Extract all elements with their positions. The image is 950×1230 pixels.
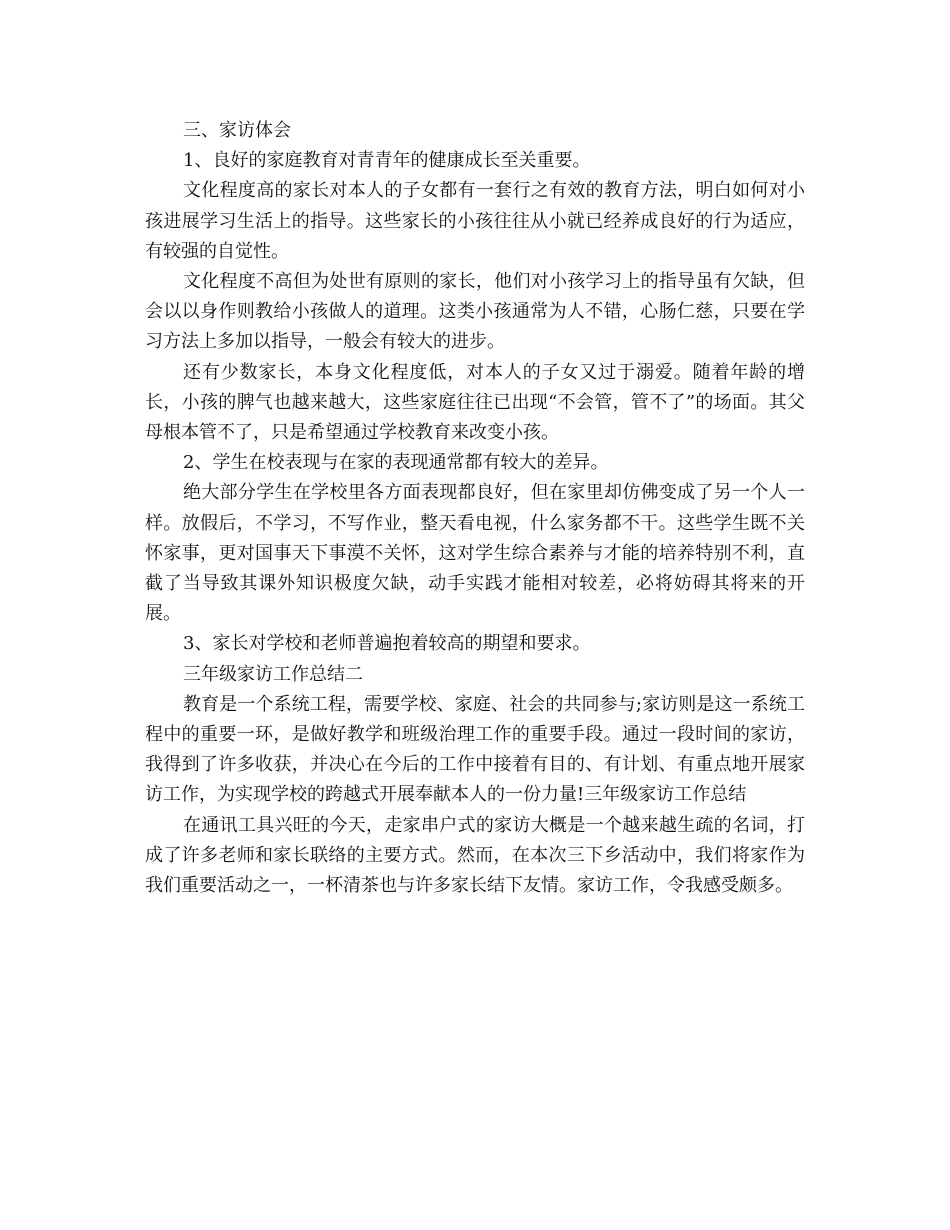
body-paragraph: 还有少数家长，本身文化程度低，对本人的子女又过于溺爱。随着年龄的增长，小孩的脾气也越来越大，这些家庭往往已出现“不会管，管不了”的场面。其父母根本管不了，只是希望通过学校教育来改变小孩。: [145, 361, 805, 444]
body-paragraph: 文化程度高的家长对本人的子女都有一套行之有效的教育方法，明白如何对小孩进展学习生活上的指导。这些家长的小孩往往从小就已经养成良好的行为适应，有较强的自觉性。: [145, 180, 805, 262]
body-paragraph: 教育是一个系统工程，需要学校、家庭、社会的共同参与;家访则是这一系统工程中的重要一环，是做好教学和班级治理工作的重要手段。通过一段时间的家访，我得到了许多收获，并决心在今后的工作中接着有目的、有计划、有重点地开展家访工作，为实现学校的跨越式开展奉献本人的一份力量!三年级家访工作总结: [145, 693, 805, 806]
section-heading: 三、家访体会: [183, 120, 291, 141]
point-heading-1: 1、良好的家庭教育对青青年的健康成长至关重要。: [183, 150, 591, 172]
body-paragraph: 在通讯工具兴旺的今天，走家串户式的家访大概是一个越来越生疏的名词，打成了许多老师和家长联络的主要方式。然而，在本次三下乡活动中，我们将家作为我们重要活动之一，一杯清茶也与许多家长结下友情。家访工作，令我感受颇多。: [145, 814, 805, 897]
body-paragraph: 绝大部分学生在学校里各方面表现都良好，但在家里却仿佛变成了另一个人一样。放假后，不学习，不写作业，整天看电视，什么家务都不干。这些学生既不关怀家事，更对国事天下事漠不关怀，这对学生综合素养与才能的培养特别不利，直截了当导致其课外知识极度欠缺，动手实践才能相对较差，必将妨碍其将来的开展。: [145, 482, 805, 625]
article-subtitle: 三年级家访工作总结二: [183, 663, 363, 685]
body-paragraph: 文化程度不高但为处世有原则的家长，他们对小孩学习上的指导虽有欠缺，但会以以身作则教给小孩做人的道理。这类小孩通常为人不错，心肠仁慈，只要在学习方法上多加以指导，一般会有较大的进步。: [145, 271, 805, 353]
document-body: [145, 116, 805, 901]
point-heading-3: 3、家长对学校和老师普遍抱着较高的期望和要求。: [183, 633, 591, 655]
point-heading-2: 2、学生在校表现与在家的表现通常都有较大的差异。: [183, 452, 609, 474]
